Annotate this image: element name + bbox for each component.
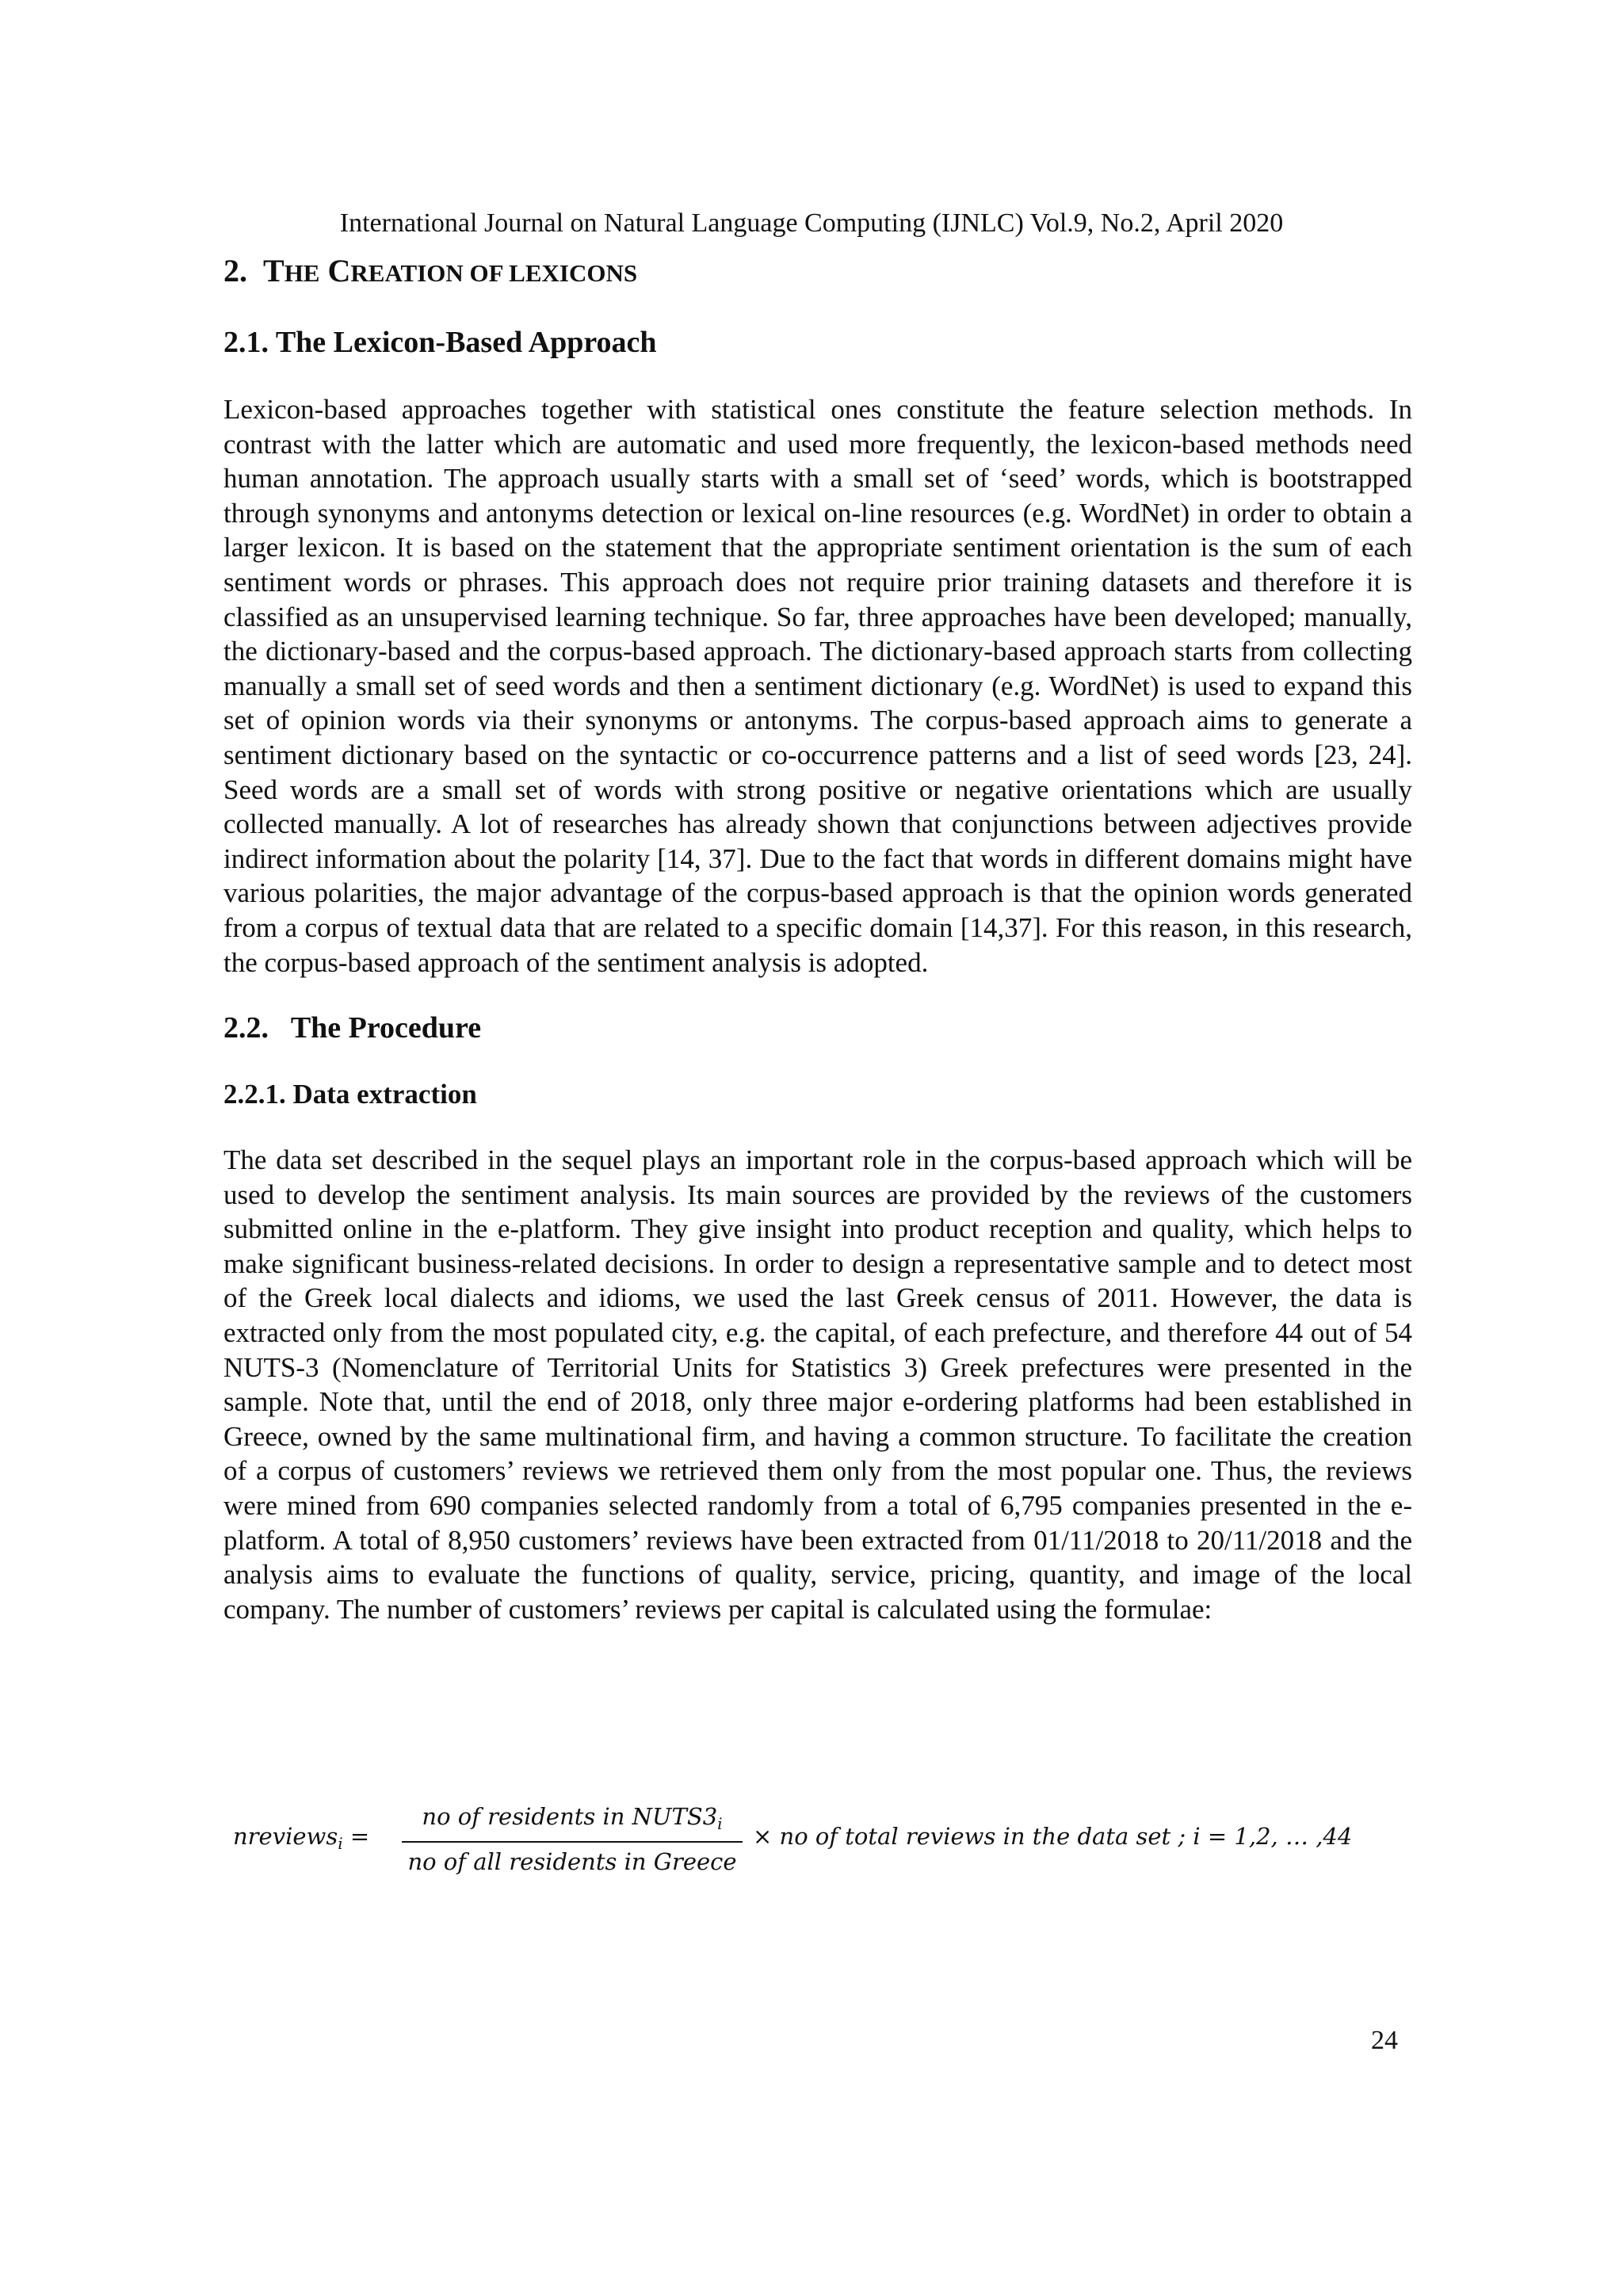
subsection-heading-procedure: 2.2. The Procedure (223, 1011, 482, 1045)
section-title-initial-2: C (327, 253, 351, 288)
subsection-heading-lexicon-approach: 2.1. The Lexicon-Based Approach (223, 326, 657, 359)
subsubsection-heading-data-extraction: 2.2.1. Data extraction (223, 1079, 477, 1110)
page-body (223, 252, 1412, 1656)
section-title-rest-2: REATION OF LEXICONS (350, 259, 638, 287)
data-extraction-paragraph: The data set described in the sequel plays an important role in the corpus-based approach which will be used to develop the sentiment analysis. Its main sources are provided by the reviews of the customers submitted online in the e-platform. They give insight into product reception and quality, which helps to make significant business-related decisions. In order to design a representative sample and to detect most of the Greek local dialects and idioms, we used the last Greek census of 2011. However, the data is extracted only from the most populated city, e.g. the capital, of each prefecture, and therefore 44 out of 54 NUTS-3 (Nomenclature of Territorial Units for Statistics 3) Greek prefectures were presented in the sample. Note that, until the end of 2018, only three major e-ordering platforms had been established in Greece, owned by the same multinational firm, and having a common structure. To facilitate the creation of a corpus of customers’ reviews we retrieved them only from the most popular one. Thus, the reviews were mined from 690 companies selected randomly from a total of 6,795 companies presented in the e-platform. A total of 8,950 customers’ reviews have been extracted from 01/11/2018 to 20/11/2018 and the analysis aims to evaluate the functions of quality, service, pricing, quantity, and image of the local company. The number of customers’ reviews per capital is calculated using the formulae: (223, 1144, 1412, 1625)
formula-denominator: no of all residents in Greece (407, 1848, 737, 1875)
formula-lhs-variable: nreviews (233, 1823, 338, 1850)
formula-lhs-subscript: i (338, 1834, 343, 1853)
formula-numerator (402, 1801, 743, 1839)
running-header: International Journal on Natural Language Computing (IJNLC) Vol.9, No.2, April 2020 (339, 208, 1284, 238)
formula-lhs (233, 1823, 369, 1853)
formula-numerator-text: no of residents in NUTS3 (422, 1803, 718, 1830)
page-number: 24 (1371, 2026, 1398, 2055)
formula-numerator-subscript: i (717, 1814, 723, 1833)
lexicon-approach-paragraph: Lexicon-based approaches together with statistical ones constitute the feature selection methods. In contrast with the latter which are automatic and used more frequently, the lexicon-based methods need human annotation. The approach usually starts with a small set of ‘seed’ words, which is bootstrapped through synonyms and antonyms detection or lexical on-line resources (e.g. WordNet) in order to obtain a larger lexicon. It is based on the statement that the appropriate sentiment orientation is the sum of each sentiment words or phrases. This approach does not require prior training datasets and therefore it is classified as an unsupervised learning technique. So far, three approaches have been developed; manually, the dictionary-based and the corpus-based approach. The dictionary-based approach starts from collecting manually a small set of seed words and then a sentiment dictionary (e.g. WordNet) is used to expand this set of opinion words via their synonyms or antonyms. The corpus-based approach aims to generate a sentiment dictionary based on the syntactic or co-occurrence patterns and a list of seed words [23, 24]. Seed words are a small set of words with strong positive or negative orientations which are usually collected manually. A lot of researches has already shown that conjunctions between adjectives provide indirect information about the polarity [14, 37]. Due to the fact that words in different domains might have various polarities, the major advantage of the corpus-based approach is that the opinion words generated from a corpus of textual data that are related to a specific domain [14,37]. For this reason, in this research, the corpus-based approach of the sentiment analysis is adopted. (223, 394, 1412, 978)
formula-fraction-bar (402, 1841, 743, 1843)
formula-equals: = (342, 1823, 370, 1850)
section-number: 2. (223, 253, 247, 288)
reviews-formula (223, 1801, 1412, 1875)
section-title-initial-1: T (263, 253, 285, 288)
formula-fraction (402, 1801, 743, 1878)
section-heading (223, 252, 1412, 292)
section-title-rest-1: HE (284, 259, 320, 287)
formula-rhs: × no of total reviews in the data set ; i = 1,2, … ,44 (753, 1823, 1353, 1850)
